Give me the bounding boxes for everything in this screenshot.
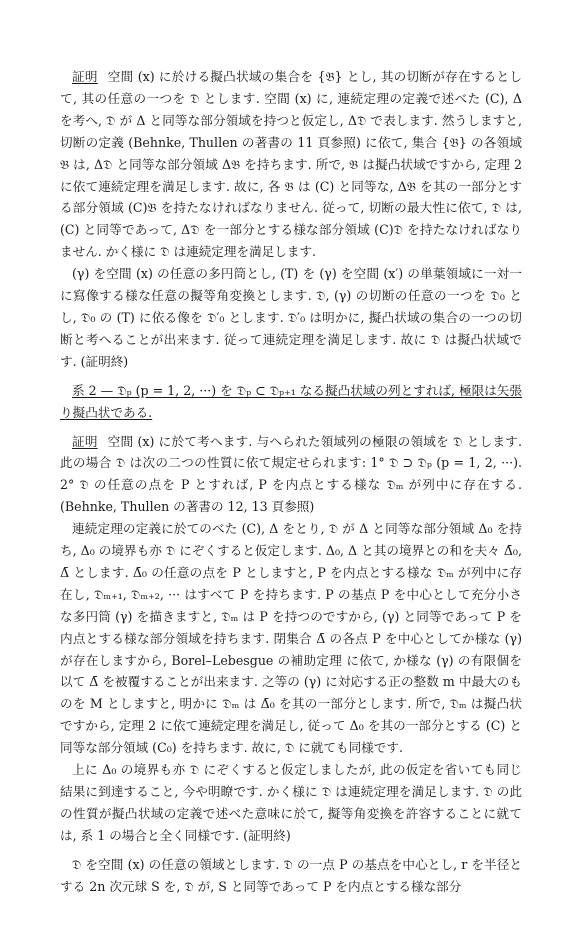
proof-label: 証明 xyxy=(72,433,98,449)
corollary-text: 系 2 — 𝔇ₚ (p = 1, 2, ···) を 𝔇ₚ ⊂ 𝔇ₚ₊₁ なる擬凸状域の列とすれば, 極限は矢張り擬凸状である. xyxy=(60,382,522,420)
proof-paragraph-2 xyxy=(60,431,522,519)
paragraph-text: 上に Δ₀ の境界も亦 𝔇 にぞくすると仮定しましたが, 此の仮定を省いても同じ結果に到達すること, 今や明瞭です. かく様に 𝔇 は連続定理を満足します. 𝔇 の此の性質が擬凸状域の定義で述べた意味に於て, 擬等角変換を許容することに就ては, 系 1 の場合と全く同様です. (証明終) xyxy=(60,762,522,843)
proof-paragraph-1 xyxy=(60,66,522,263)
paragraph-continuity xyxy=(60,518,522,759)
paragraph-gamma-transform xyxy=(60,263,522,373)
proof-label: 証明 xyxy=(72,69,98,84)
paragraph-conclusion xyxy=(60,759,522,847)
proof-text: 空間 (x) に於ける擬凸状域の集合を {𝔅} とし, 其の切断が存在するとして, 其の任意の一つを 𝔇 とします. 空間 (x) に, 連続定理の定義で述べた (C), Δ を考へ, 𝔇 が Δ と同等な部分領域を持つと仮定し, Δ𝔇 で表します. 然うしますと, 切断の定義 (Behnke, Thullen の著書の 11 頁参照) に依て, 集合 {𝔅} の各領域 𝔅 は, Δ𝔇 と同等な部分領域 Δ𝔅 を持ちます. 所で, 𝔅 は擬凸状域ですから, 定理 2 に依て連続定理を満足します. 故に, 各 𝔅 は (C) と同等な, Δ𝔅 を其の一部分とする部分領域 (C)𝔅 を持たなければなりません. 従って, 切断の最大性に依て, 𝔇 は, (C) と同等であって, Δ𝔇 を一部分とする様な部分領域 (C)𝔇 を持たなければなりません. かく様に 𝔇 は連続定理を満足します. xyxy=(60,69,522,260)
corollary-2 xyxy=(60,380,522,424)
paragraph-text: (γ) を空間 (x) の任意の多円筒とし, (T) を (γ) を空間 (x′) の単葉領域に一対一に寫像する様な任意の擬等角変換とします. 𝔇, (γ) の切断の任意の一つを 𝔇₀ とし, 𝔇₀ の (T) に依る像を 𝔇′₀ とします. 𝔇′₀ は明かに, 擬凸状域の集合の一つの切断と考へることが出来ます. 従って連続定理を満足します. 故に 𝔇 は擬凸状域です. (証明終) xyxy=(60,266,522,369)
paragraph-text: 𝔇 を空間 (x) の任意の領域とします. 𝔇 の一点 P の基点を中心とし, r を半径とする 2n 次元球 S を, 𝔇 が, S と同等であって P を内点とする様な部分 xyxy=(60,856,522,894)
paragraph-text: 連続定理の定義に於てのべた (C), Δ をとり, 𝔇 が Δ と同等な部分領域 Δ₀ を持ち, Δ₀ の境界も亦 𝔇 にぞくすると仮定します. Δ₀, Δ と其の境界との和を夫々 Δ̄₀, Δ̄ とします. Δ̄₀ の任意の点を P としますと, P を内点とする様な 𝔇ₘ が列中に存在し, 𝔇ₘ₊₁, 𝔇ₘ₊₂, ··· はすべて P を持ちます. P の基点 P を中心として充分小さな多円筒 (γ) を描きますと, 𝔇ₘ は P を持つのですから, (γ) と同等であって P を内点とする様な部分領域を持ちます. 閉集合 Δ̄ の各点 P を中心としてか様な (γ) が存在しますから, Borel–Lebesgue の補助定理 に依て, か様な (γ) の有限個を以て Δ̄ を被覆することが出来ます. 之等の (γ) に対応する正の整数 m 中最大のものを M としますと, 明かに 𝔇ₘ は Δ̄₀ を其の一部分とします. 所で, 𝔇ₘ は擬凸状ですから, 定理 2 に依て連続定理を満足し, 従って Δ₀ を其の一部分とする (C) と同等な部分領域 (C₀) を持ちます. 故に, 𝔇 に就ても同様です. xyxy=(60,521,522,756)
paragraph-sphere xyxy=(60,854,522,898)
proof-text: 空間 (x) に於て考へます. 与へられた領域列の極限の領域を 𝔇 とします. 此の場合 𝔇 は次の二つの性質に依て規定せられます: 1° 𝔇 ⊃ 𝔇ₚ (p = 1, 2, ···). 2° 𝔇 の任意の点を P とすれば, P を内点とする様な 𝔇ₘ が列中に存在する. (Behnke, Thullen の著書の 12, 13 頁参照) xyxy=(60,433,523,515)
